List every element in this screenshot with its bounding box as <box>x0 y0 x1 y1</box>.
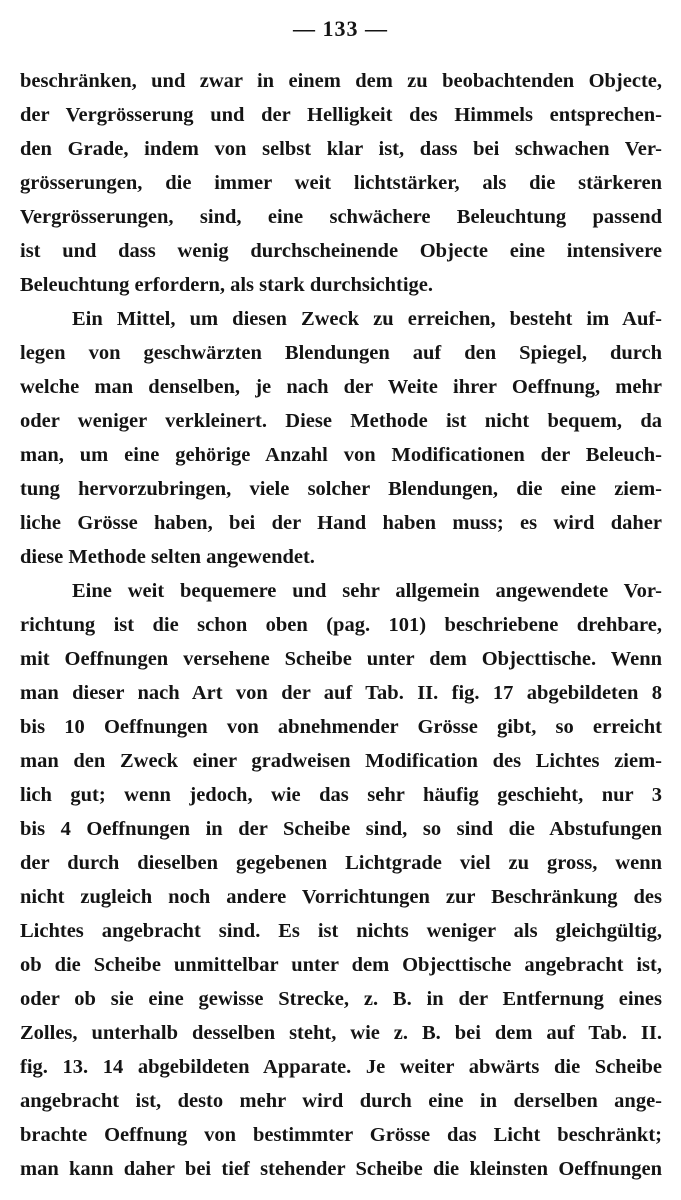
text-line: mit Oeffnungen versehene Scheibe unter dem Objecttische. Wenn <box>20 648 662 670</box>
text-line: lich gut; wenn jedoch, wie das sehr häufig geschieht, nur 3 <box>20 784 662 806</box>
text-line: beschränken, und zwar in einem dem zu beobachtenden Objecte, <box>20 70 662 92</box>
text-line: grösserungen, die immer weit lichtstärker, als die stärkeren <box>20 172 662 194</box>
paragraph-2 <box>20 302 662 574</box>
text-line: fig. 13. 14 abgebildeten Apparate. Je weiter abwärts die Scheibe <box>20 1056 662 1078</box>
text-line: man dieser nach Art von der auf Tab. II. fig. 17 abgebildeten 8 <box>20 682 662 704</box>
text-line: liche Grösse haben, bei der Hand haben muss; es wird daher <box>20 512 662 534</box>
text-line: der durch dieselben gegebenen Lichtgrade viel zu gross, wenn <box>20 852 662 874</box>
text-line: tung hervorzubringen, viele solcher Blendungen, die eine ziem- <box>20 478 662 500</box>
paragraph-3 <box>20 574 662 1186</box>
text-line: man, um eine gehörige Anzahl von Modificationen der Beleuch- <box>20 444 662 466</box>
text-line: nicht zugleich noch andere Vorrichtungen zur Beschränkung des <box>20 886 662 908</box>
page-number-header: — 133 — <box>293 16 388 41</box>
text-line: Vergrösserungen, sind, eine schwächere Beleuchtung passend <box>20 206 662 228</box>
body-text <box>20 64 662 1186</box>
text-line: brachte Oeffnung von bestimmter Grösse das Licht beschränkt; <box>20 1124 662 1146</box>
text-line: bis 10 Oeffnungen von abnehmender Grösse gibt, so erreicht <box>20 716 662 738</box>
text-line: der Vergrösserung und der Helligkeit des Himmels entsprechen- <box>20 104 662 126</box>
text-line: oder ob sie eine gewisse Strecke, z. B. in der Entfernung eines <box>20 988 662 1010</box>
text-line: bis 4 Oeffnungen in der Scheibe sind, so sind die Abstufungen <box>20 818 662 840</box>
text-line: ist und dass wenig durchscheinende Objecte eine intensivere <box>20 240 662 262</box>
text-line: welche man denselben, je nach der Weite ihrer Oeffnung, mehr <box>20 376 662 398</box>
text-line: Eine weit bequemere und sehr allgemein angewendete Vor- <box>72 580 662 602</box>
text-line: angebracht ist, desto mehr wird durch eine in derselben ange- <box>20 1090 662 1112</box>
text-line: oder weniger verkleinert. Diese Methode ist nicht bequem, da <box>20 410 662 432</box>
paragraph-1 <box>20 64 662 302</box>
text-line: diese Methode selten angewendet. <box>20 546 315 568</box>
text-line: legen von geschwärzten Blendungen auf den Spiegel, durch <box>20 342 662 364</box>
text-line: Lichtes angebracht sind. Es ist nichts weniger als gleichgültig, <box>20 920 662 942</box>
text-line: Zolles, unterhalb desselben steht, wie z. B. bei dem auf Tab. II. <box>20 1022 662 1044</box>
text-line: ob die Scheibe unmittelbar unter dem Objecttische angebracht ist, <box>20 954 662 976</box>
text-line: richtung ist die schon oben (pag. 101) beschriebene drehbare, <box>20 614 662 636</box>
text-line: man den Zweck einer gradweisen Modification des Lichtes ziem- <box>20 750 662 772</box>
text-line: man kann daher bei tief stehender Scheibe die kleinsten Oeffnungen <box>20 1158 662 1180</box>
text-line: Ein Mittel, um diesen Zweck zu erreichen, besteht im Auf- <box>72 308 662 330</box>
text-line: den Grade, indem von selbst klar ist, dass bei schwachen Ver- <box>20 138 662 160</box>
text-line: Beleuchtung erfordern, als stark durchsichtige. <box>20 274 434 296</box>
